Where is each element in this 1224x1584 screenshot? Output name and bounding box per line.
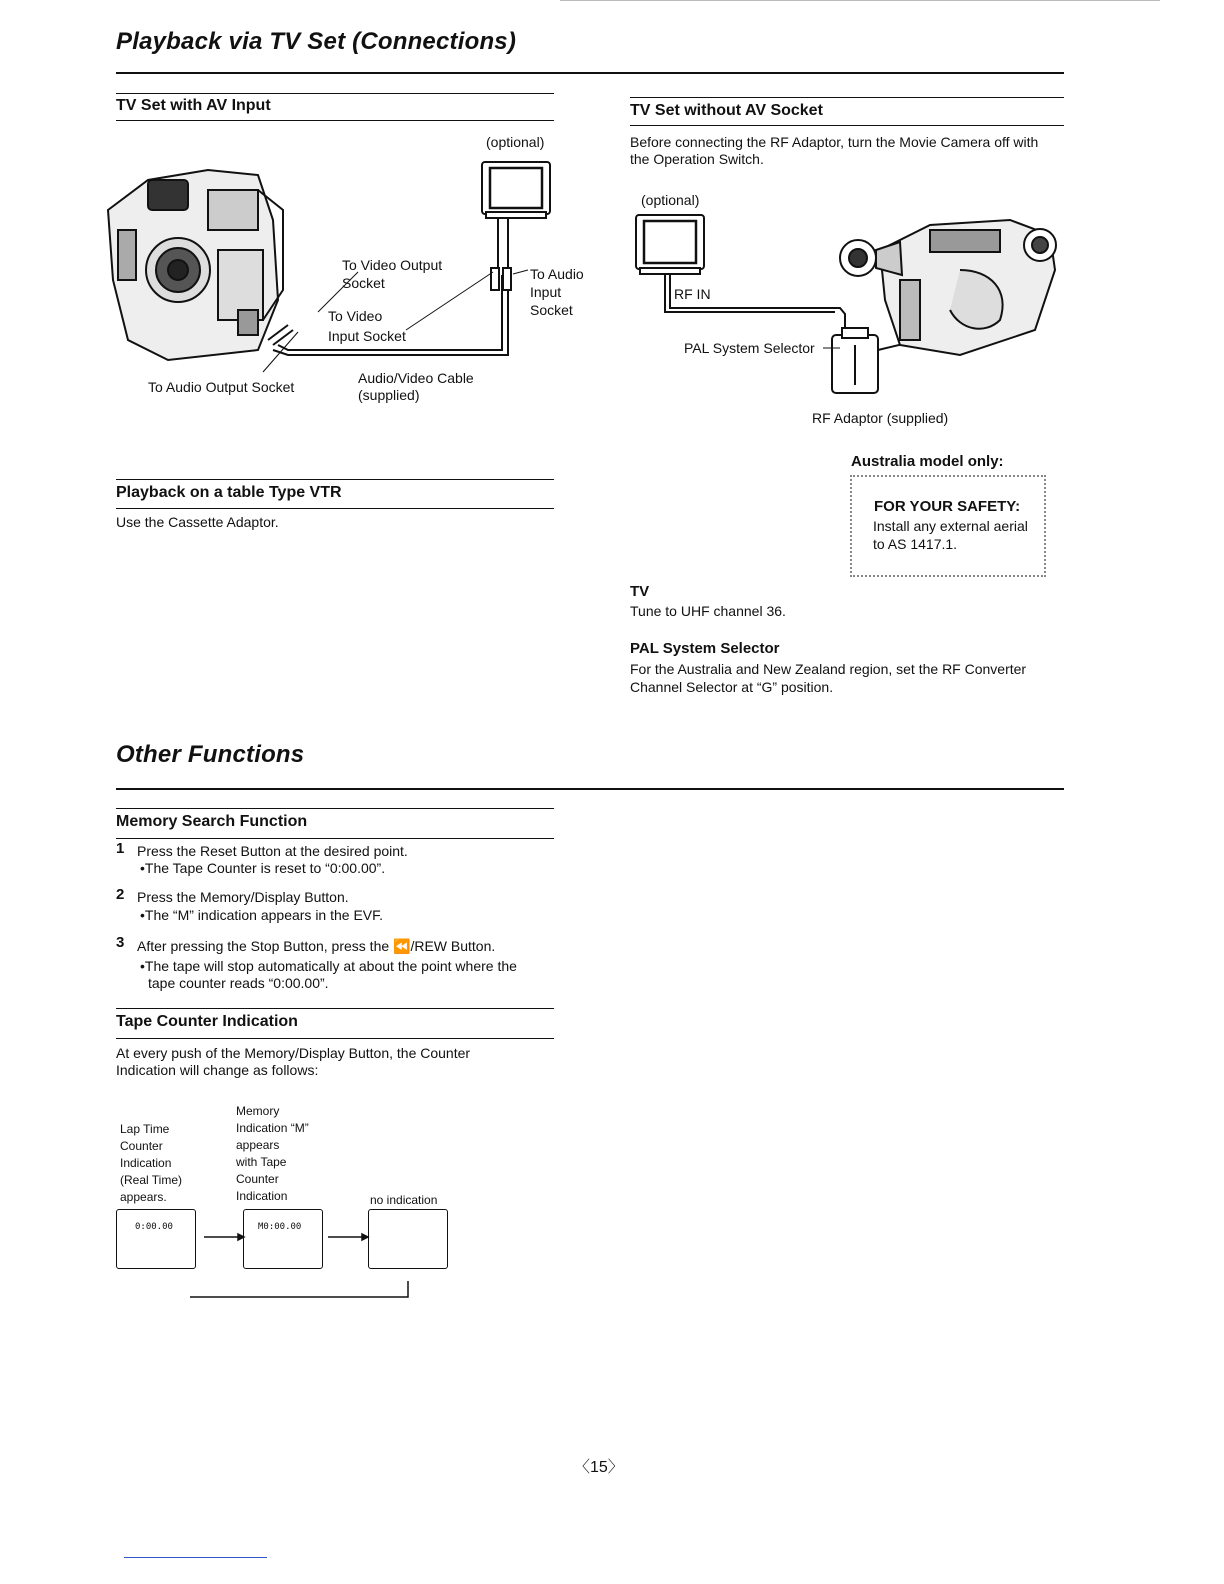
- tv-text: Tune to UHF channel 36.: [630, 603, 786, 619]
- step-1-text: Press the Reset Button at the desired point.: [137, 843, 408, 859]
- memory-rule-bottom: [116, 838, 554, 839]
- tv-illustration-left: [482, 162, 550, 218]
- rf-in-label: RF IN: [674, 286, 711, 302]
- to-audio-input-label-3: Socket: [530, 302, 573, 318]
- lap-time-label-line: (Real Time): [120, 1173, 183, 1187]
- page-title: Playback via TV Set (Connections): [116, 28, 517, 55]
- tape-counter-text-1: At every push of the Memory/Display Button, the Counter: [116, 1045, 471, 1061]
- step-2-text: Press the Memory/Display Button.: [137, 889, 349, 905]
- lap-time-label: [120, 1121, 182, 1206]
- to-audio-input-label-2: Input: [530, 284, 562, 300]
- section-rule-top: [116, 93, 554, 94]
- pal-text-1: For the Australia and New Zealand region, set the RF Converter: [630, 661, 1027, 677]
- other-title-rule: [116, 788, 1064, 790]
- step-1-number: 1: [116, 840, 125, 857]
- pal-heading: PAL System Selector: [630, 640, 780, 657]
- lap-time-label-line: Indication: [120, 1156, 172, 1170]
- rf-connection-illustration: [630, 210, 1070, 400]
- section-rule-top-right: [630, 97, 1064, 98]
- memory-label-line: Indication “M”: [236, 1121, 309, 1135]
- no-av-heading: TV Set without AV Socket: [630, 102, 823, 119]
- tape-rule-top: [116, 1008, 554, 1009]
- step-3-text: After pressing the Stop Button, press the ⏪/REW Button.: [137, 938, 496, 954]
- step-3-bullet-2: tape counter reads “0:00.00”.: [148, 975, 329, 991]
- to-video-output-label-2: Socket: [342, 275, 385, 291]
- other-functions-title: Other Functions: [116, 741, 305, 768]
- no-av-intro-1: Before connecting the RF Adaptor, turn the Movie Camera off with: [630, 134, 1039, 150]
- lap-time-label-line: Lap Time: [120, 1122, 170, 1136]
- section-rule-bottom-right: [630, 125, 1064, 126]
- counter-flow-arrows: [190, 1225, 430, 1305]
- rf-cable: [665, 274, 845, 335]
- step-3-number: 3: [116, 934, 125, 951]
- av-input-heading: TV Set with AV Input: [116, 97, 271, 114]
- to-video-input-label-1: To Video: [328, 308, 383, 324]
- vtr-heading: Playback on a table Type VTR: [116, 484, 342, 501]
- title-rule: [116, 72, 1064, 74]
- to-video-output-label-1: To Video Output: [342, 257, 443, 273]
- counter-display-lap: [116, 1209, 196, 1269]
- to-audio-input-label-1: To Audio: [530, 266, 584, 282]
- no-indication-label: no indication: [370, 1193, 438, 1207]
- tv-illustration-right: [636, 215, 704, 274]
- to-video-input-label-2: Input Socket: [328, 328, 406, 344]
- safety-title: FOR YOUR SAFETY:: [874, 498, 1021, 515]
- page-number: 〈15〉: [574, 1459, 624, 1476]
- memory-search-heading: Memory Search Function: [116, 813, 308, 830]
- lap-time-label-line: appears.: [120, 1190, 167, 1204]
- memory-rule-top: [116, 808, 554, 809]
- no-av-intro-2: the Operation Switch.: [630, 151, 764, 167]
- counter-value-lap: 0:00.00: [135, 1222, 173, 1232]
- memory-indication-label: [236, 1103, 309, 1205]
- optional-label-left: (optional): [486, 134, 545, 150]
- step-2-number: 2: [116, 886, 125, 903]
- av-cable-label-1: Audio/Video Cable: [358, 370, 474, 386]
- memory-label-line: Indication: [236, 1189, 288, 1203]
- tape-counter-text-2: Indication will change as follows:: [116, 1062, 319, 1078]
- memory-label-line: Counter: [236, 1172, 279, 1186]
- av-cable-label-2: (supplied): [358, 387, 420, 403]
- footer-link-line: [124, 1557, 267, 1558]
- lap-time-label-line: Counter: [120, 1139, 163, 1153]
- counter-value-memory: M0:00.00: [258, 1222, 302, 1232]
- top-dotted-rule: [560, 0, 1160, 1]
- tape-counter-heading: Tape Counter Indication: [116, 1013, 298, 1030]
- safety-line-1: Install any external aerial: [873, 518, 1028, 534]
- camcorder-illustration-left: [108, 170, 283, 360]
- vtr-rule-bottom: [116, 508, 554, 509]
- step-1-bullet: •The Tape Counter is reset to “0:00.00”.: [140, 860, 386, 876]
- vtr-rule-top: [116, 479, 554, 480]
- memory-label-line: with Tape: [236, 1155, 287, 1169]
- rf-adaptor-label: RF Adaptor (supplied): [812, 410, 949, 426]
- tape-rule-bottom: [116, 1038, 554, 1039]
- vtr-text: Use the Cassette Adaptor.: [116, 514, 279, 530]
- safety-line-2: to AS 1417.1.: [873, 536, 958, 552]
- tv-heading: TV: [630, 583, 650, 600]
- australia-model-label: Australia model only:: [851, 453, 1004, 470]
- pal-selector-label: PAL System Selector: [684, 340, 815, 356]
- step-3-bullet-1: •The tape will stop automatically at about the point where the: [140, 958, 517, 974]
- memory-label-line: Memory: [236, 1104, 280, 1118]
- optional-label-right: (optional): [641, 192, 700, 208]
- to-audio-output-label: To Audio Output Socket: [148, 379, 295, 395]
- section-rule-bottom: [116, 120, 554, 121]
- memory-label-line: appears: [236, 1138, 280, 1152]
- pal-text-2: Channel Selector at “G” position.: [630, 679, 834, 695]
- step-2-bullet: •The “M” indication appears in the EVF.: [140, 907, 384, 923]
